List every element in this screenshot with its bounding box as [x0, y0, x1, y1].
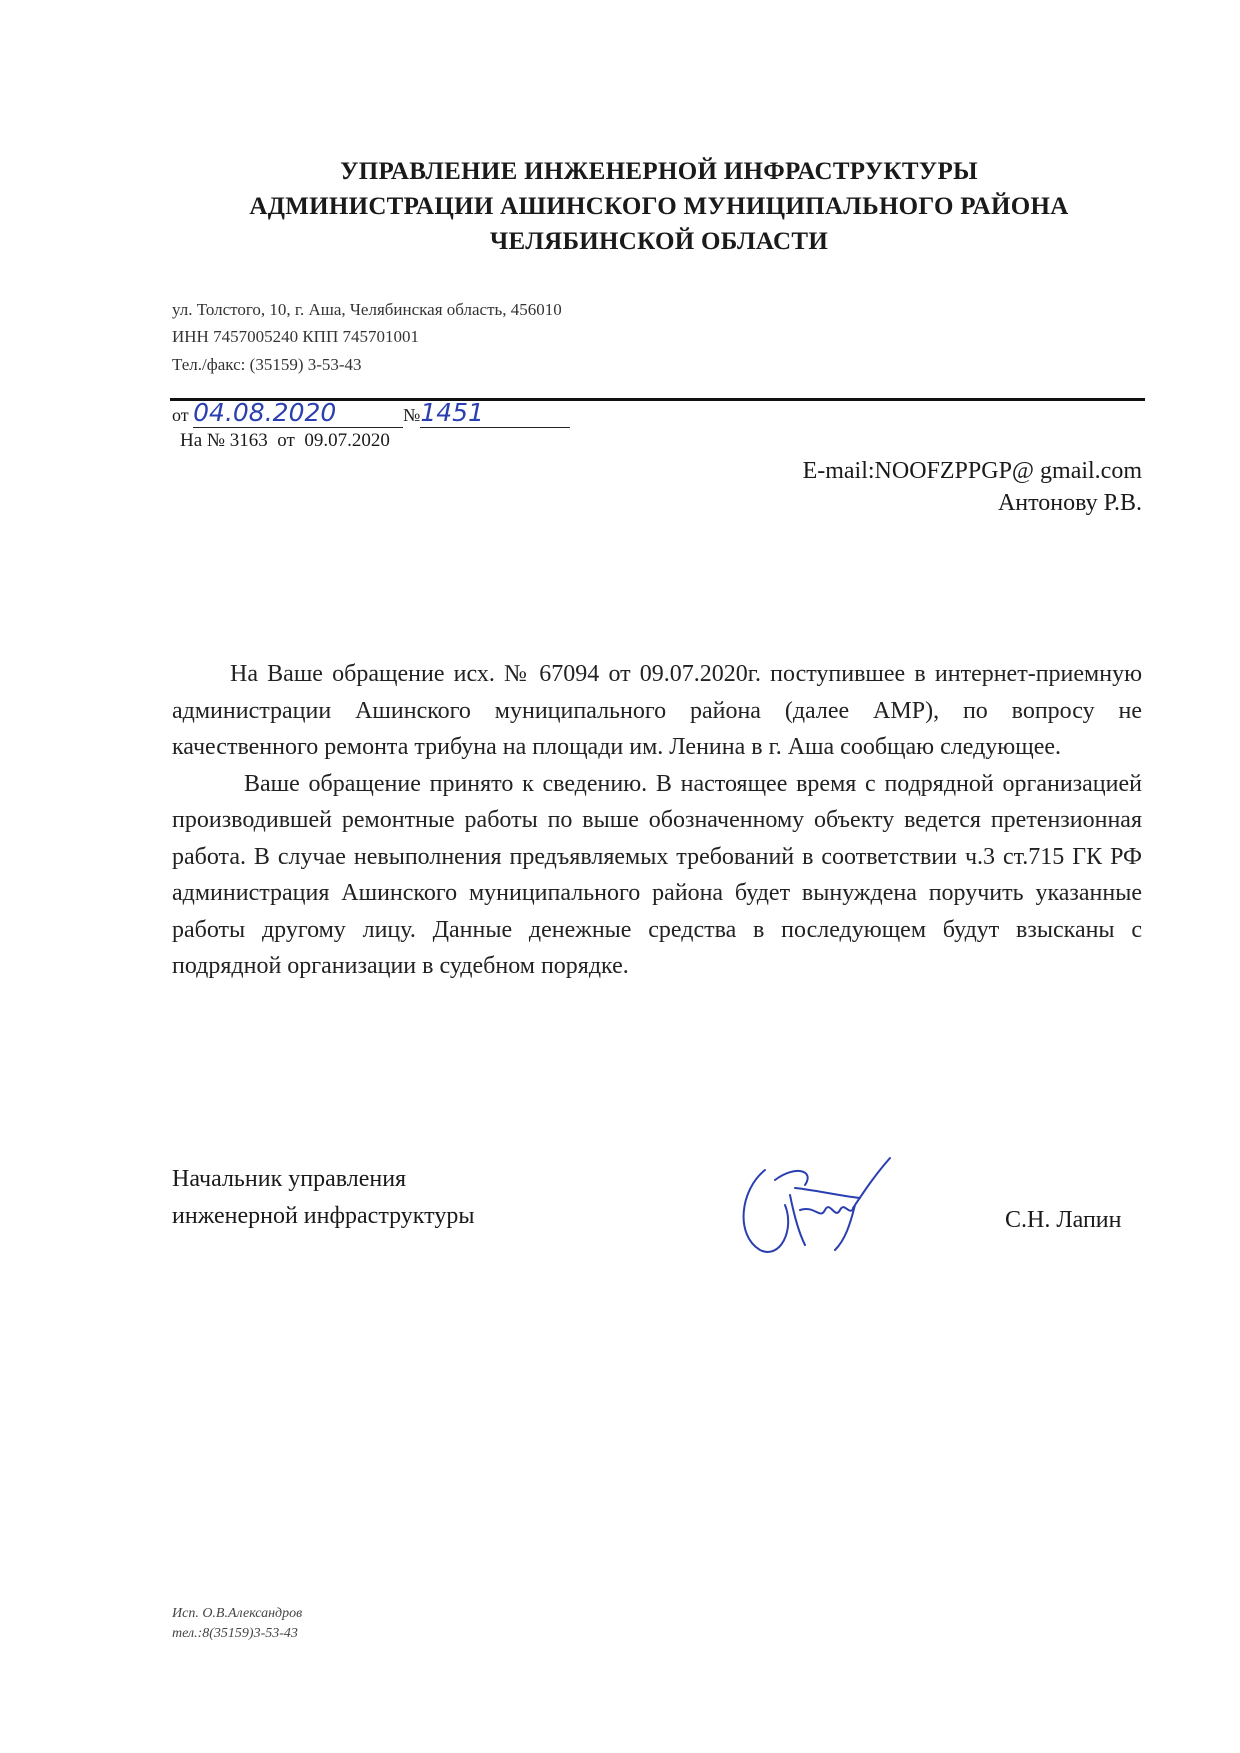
org-inn-kpp: ИНН 7457005240 КПП 745701001 [172, 327, 419, 346]
org-title-line-3: ЧЕЛЯБИНСКОЙ ОБЛАСТИ [489, 228, 829, 255]
signer-position-1: Начальник управления [172, 1166, 407, 1192]
date-label: от [172, 405, 189, 425]
signer-position-2: инженерной инфраструктуры [172, 1203, 475, 1229]
number-field [420, 398, 570, 428]
recipient-name: Антонову Р.В. [997, 490, 1142, 516]
number-label: № [403, 405, 421, 425]
executor-name: Исп. О.В.Александров [172, 1606, 303, 1621]
org-title-line-2: АДМИНИСТРАЦИИ АШИНСКОГО МУНИЦИПАЛЬНОГО РАЙОНА [249, 193, 1069, 220]
body-paragraph: На Ваше обращение исх. № 67094 от 09.07.2020г. поступившее в интернет-приемную администрации Ашинского муниципального района (далее АМР), по вопросу не качественного ремонта трибуна на площади им. Ленина в г. Аша сообщаю следующее. [172, 661, 1142, 760]
date-handwritten: 04.08.2020 [193, 398, 337, 427]
handwritten-signature [735, 1150, 900, 1260]
date-field [193, 398, 403, 428]
letter-body [172, 656, 1142, 985]
signer-name: С.Н. Лапин [1005, 1207, 1122, 1233]
org-phone: Тел./факс: (35159) 3-53-43 [172, 355, 362, 374]
body-paragraph: Ваше обращение принято к сведению. В настоящее время с подрядной организацией производившей ремонтные работы по выше обозначенному объекту ведется претензионная работа. В случае невыполнения предъявляемых требований в соответствии ч.3 ст.715 ГК РФ администрация Ашинского муниципального района будет вынуждена поручить указанные работы другому лицу. Данные денежные средства в последующем будут взысканы с подрядной организации в судебном порядке. [172, 770, 1142, 979]
reply-to-reference: На № 3163 от 09.07.2020 [180, 430, 390, 451]
registration-line [172, 398, 570, 428]
org-title-line-1: УПРАВЛЕНИЕ ИНЖЕНЕРНОЙ ИНФРАСТРУКТУРЫ [340, 158, 978, 185]
org-address: ул. Толстого, 10, г. Аша, Челябинская область, 456010 [172, 300, 562, 319]
recipient-email: E-mail:NOOFZPPGP@ gmail.com [802, 458, 1142, 484]
executor-phone: тел.:8(35159)3-53-43 [172, 1626, 298, 1641]
number-handwritten: 1451 [420, 398, 484, 427]
